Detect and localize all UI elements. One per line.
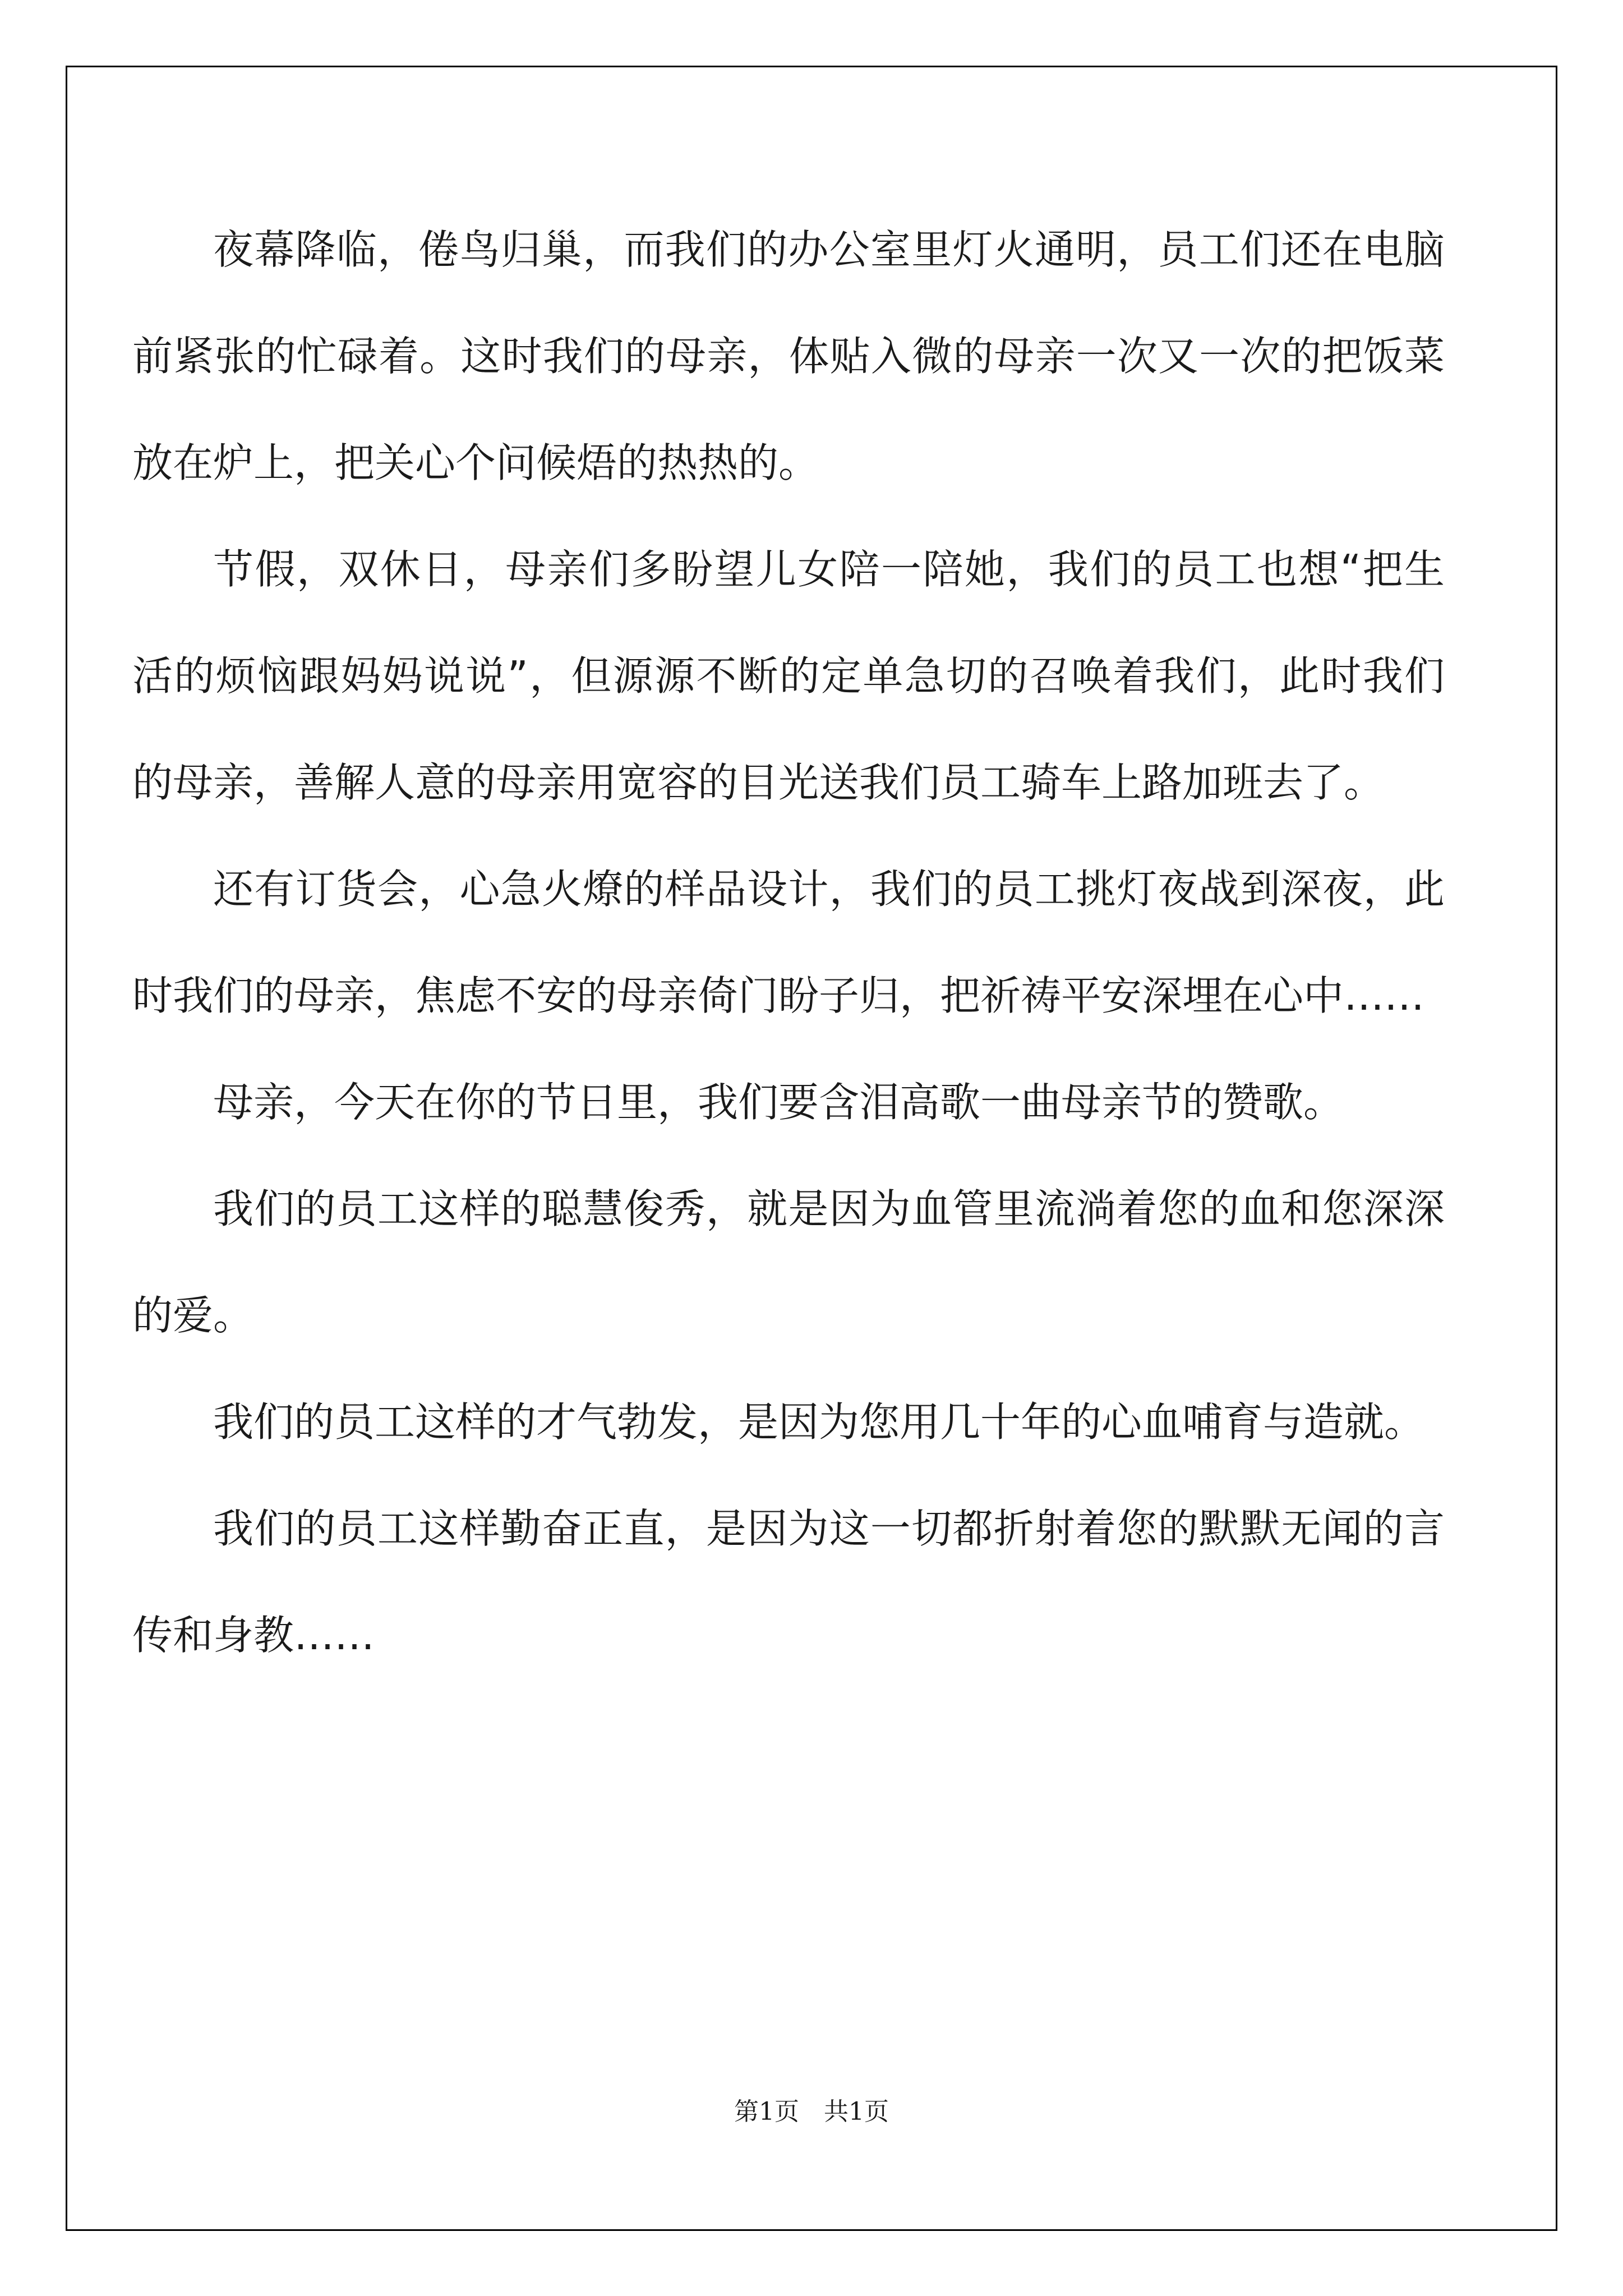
paragraph: 我们的员工这样的才气勃发，是因为您用几十年的心血哺育与造就。 bbox=[213, 1398, 1425, 1446]
paragraph: 还有订货会，心急火燎的样品设计，我们的员工挑灯夜战到深夜，此时我们的母亲，焦虑不安的母亲倚门盼子归，把祈祷平安深埋在心中…… bbox=[132, 866, 1445, 1019]
document-body bbox=[132, 196, 1445, 1688]
paragraph: 母亲，今天在你的节日里，我们要含泪高歌一曲母亲节的赞歌。 bbox=[213, 1079, 1344, 1126]
paragraph: 我们的员工这样的聪慧俊秀，就是因为血管里流淌着您的血和您深深的爱。 bbox=[132, 1185, 1445, 1339]
page-number: 第1页 共1页 bbox=[734, 2097, 889, 2126]
paragraph: 夜幕降临，倦鸟归巢，而我们的办公室里灯火通明，员工们还在电脑前紧张的忙碌着。这时我们的母亲，体贴入微的母亲一次又一次的把饭菜放在炉上，把关心个问候焐的热热的。 bbox=[132, 226, 1445, 486]
page-footer bbox=[0, 2095, 1623, 2129]
paragraph: 节假，双休日，母亲们多盼望儿女陪一陪她，我们的员工也想“把生活的烦恼跟妈妈说说”，但源源不断的定单急切的召唤着我们，此时我们的母亲，善解人意的母亲用宽容的目光送我们员工骑车上路加班去了。 bbox=[132, 546, 1445, 806]
paragraph: 我们的员工这样勤奋正直，是因为这一切都折射着您的默默无闻的言传和身教…… bbox=[132, 1505, 1445, 1659]
